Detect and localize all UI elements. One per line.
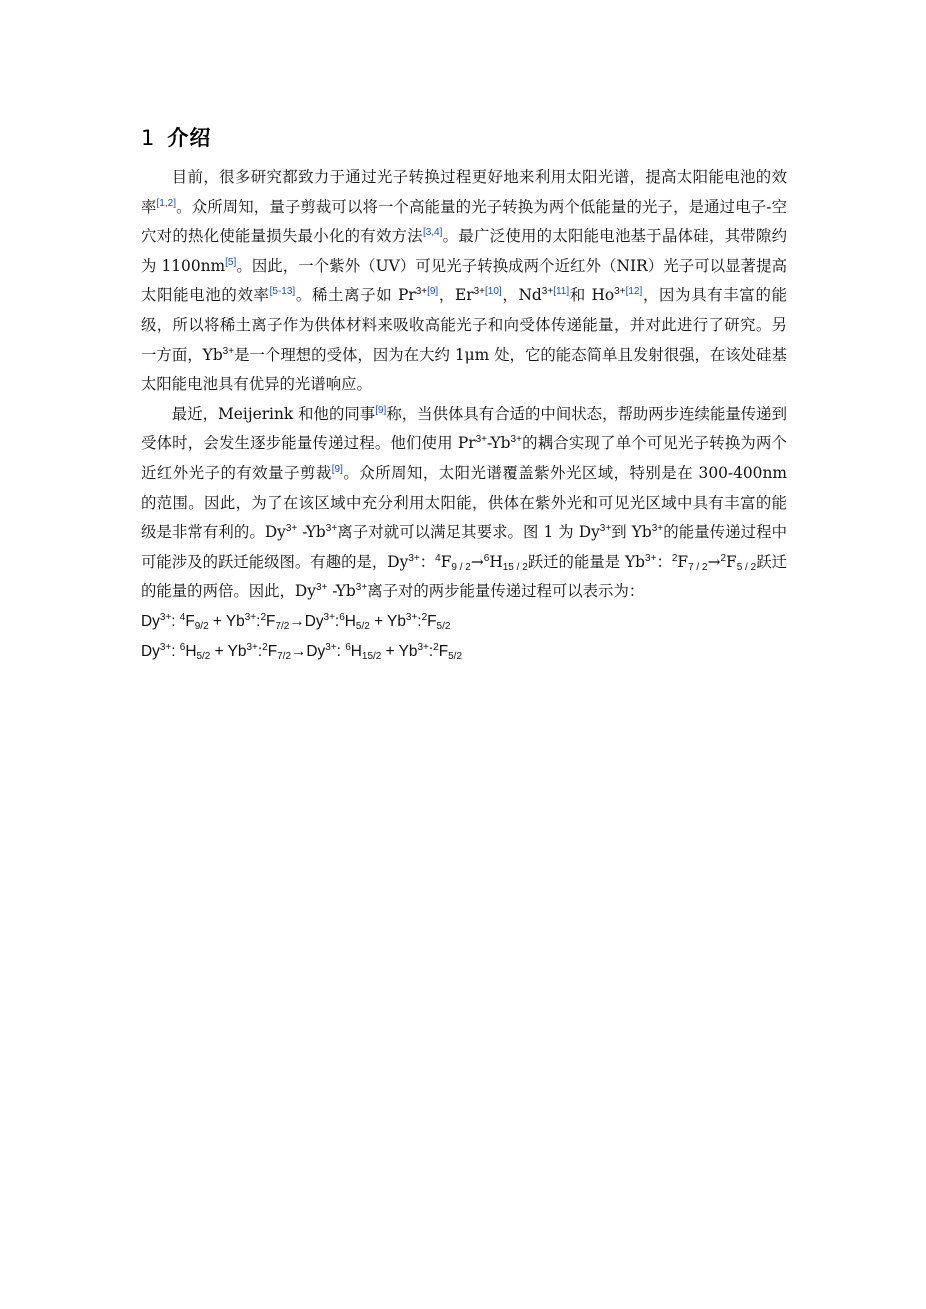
eq-text: : [171, 612, 180, 630]
equation-step-2 [141, 637, 787, 667]
eq-text: + Yb [210, 642, 247, 660]
term-j: 9 / 2 [451, 561, 471, 573]
ion-charge: 3+ [614, 286, 626, 298]
term-j: 15 / 2 [502, 561, 528, 573]
term-multiplicity: 2 [671, 552, 678, 564]
term-multiplicity: 4 [435, 552, 441, 564]
ion-charge: 3+ [315, 582, 328, 594]
term-multiplicity: 4 [179, 611, 186, 623]
paragraph-energy-transfer [141, 400, 787, 607]
term-symbol: F [438, 642, 449, 660]
text-run: 。因此，一个紫外（UV）可见光子转换成两个近红外（NIR）光子可以显著提高太阳能电池的效率 [141, 256, 787, 305]
term-multiplicity: 6 [179, 641, 186, 653]
ion-charge: 3+ [473, 286, 485, 298]
term-j: 5/2 [436, 620, 451, 632]
citation-link[interactable]: [5] [225, 256, 237, 268]
term-symbol: F [267, 642, 278, 660]
citation-link[interactable]: [5-13] [269, 286, 296, 298]
text-run: 跃迁的能量是 Yb [527, 552, 646, 571]
eq-text: Dy [141, 642, 160, 660]
transition-arrow: →Dy [289, 612, 324, 630]
term-symbol: H [489, 552, 503, 571]
citation-link[interactable]: [11] [553, 286, 570, 298]
citation-link[interactable]: [3,4] [422, 227, 443, 239]
term-j: 7/2 [275, 620, 290, 632]
term-j: 5/2 [196, 650, 211, 662]
section-number: 1 [141, 126, 156, 150]
citation-link[interactable]: [9] [375, 404, 387, 416]
term-symbol: H [350, 642, 362, 660]
ion-charge: 3+ [415, 286, 428, 298]
term-symbol: F [266, 612, 276, 630]
citation-link[interactable]: [1,2] [156, 197, 176, 209]
term-j: 5 / 2 [736, 561, 757, 573]
term-multiplicity: 2 [421, 611, 428, 623]
eq-text: : [334, 612, 340, 630]
term-symbol: H [185, 642, 197, 660]
text-run: 到 Yb [611, 523, 652, 542]
term-j: 7 / 2 [688, 561, 708, 573]
ion-charge: 3+ [222, 345, 235, 357]
term-multiplicity: 6 [483, 552, 490, 564]
term-multiplicity: 2 [433, 641, 439, 653]
term-multiplicity: 2 [260, 611, 266, 623]
ion-charge: 3+ [325, 523, 338, 535]
eq-text: + Yb [369, 612, 406, 630]
eq-text: : [417, 612, 422, 630]
term-multiplicity: 2 [262, 641, 268, 653]
ion-charge: 3+ [510, 434, 522, 446]
ion-charge: 3+ [475, 434, 488, 446]
text-run: 。众所周知，太阳光谱覆盖紫外光区域，特别是在 300-400nm 的范围。因此，为了在该区域中充分利用太阳能，供体在紫外光和可见光区域中具有丰富的能级是非常有利的。Dy [141, 463, 787, 542]
text-run: -Yb [487, 434, 511, 453]
section-heading [141, 122, 211, 152]
section-title: 介绍 [167, 126, 212, 150]
text-run: 最近，Meijerink 和他的同事 [171, 404, 376, 423]
citation-link[interactable]: [9] [427, 286, 439, 298]
term-j: 5/2 [448, 650, 463, 662]
term-j: 5/2 [355, 620, 370, 632]
ion-charge: 3+ [285, 523, 298, 535]
text-run: ： [656, 552, 672, 571]
ion-charge: 3+ [246, 641, 258, 653]
term-j: 9/2 [194, 620, 209, 632]
term-multiplicity: 6 [339, 611, 345, 623]
text-run: 离子对的两步能量传递过程可以表示为： [367, 582, 645, 601]
text-run: 的能量传递过程中可能涉及的跃迁能级图。有趣的是，Dy [141, 523, 787, 571]
ion-charge: 3+ [244, 611, 257, 623]
ion-charge: 3+ [355, 582, 368, 594]
term-symbol: F [185, 612, 195, 630]
term-symbol: F [677, 552, 689, 571]
eq-text: : [336, 642, 346, 660]
ion-charge: 3+ [408, 552, 420, 564]
citation-link[interactable]: [10] [485, 286, 502, 298]
eq-text: Dy [141, 612, 160, 630]
eq-text: + Yb [208, 612, 245, 630]
text-run: -Yb [297, 523, 326, 542]
text-run: 和 Ho [569, 286, 615, 305]
text-run: ，Nd [501, 286, 542, 305]
eq-text: : [171, 642, 180, 660]
text-run: 。稀土离子如 Pr [295, 286, 416, 305]
term-symbol: F [440, 552, 452, 571]
transition-arrow: →Dy [291, 642, 326, 660]
text-run: 。众所周知，量子剪裁可以将一个高能量的光子转换为两个低能量的光子，是通过电子-空穴对的热化使能量损失最小化的有效方法 [141, 197, 787, 246]
eq-text: : [257, 642, 263, 660]
text-run: ： [419, 552, 436, 571]
term-multiplicity: 2 [720, 552, 727, 564]
text-run: ，Er [438, 286, 474, 305]
text-run: -Yb [327, 582, 356, 601]
transition-arrow: → [470, 552, 484, 571]
text-run: 。最广泛使用的太阳能电池基于晶体硅，其带隙约为 1100nm [141, 227, 787, 275]
text-run: ，因为具有丰富的能级，所以将稀土离子作为供体材料来吸收高能光子和向受体传递能量，并对此进行了研究。另一方面，Yb [141, 286, 787, 364]
text-run: 离子对就可以满足其要求。图 1 为 Dy [337, 523, 600, 542]
term-j: 7/2 [277, 650, 292, 662]
ion-charge: 3+ [417, 641, 429, 653]
paragraph-intro [141, 163, 787, 400]
eq-text: : [428, 642, 434, 660]
eq-text: : [256, 612, 261, 630]
term-symbol: F [726, 552, 737, 571]
text-run: 跃迁的能量的两倍。因此，Dy [141, 552, 787, 601]
equation-step-1 [141, 607, 787, 637]
term-j: 15/2 [361, 650, 382, 662]
text-run: 的耦合实现了单个可见光子转换为两个近红外光子的有效量子剪裁 [141, 434, 787, 482]
text-run: 称，当供体具有合适的中间状态，帮助两步连续能量传递到受体时，会发生逐步能量传递过程。他们使用 Pr [141, 404, 787, 453]
term-symbol: F [427, 612, 437, 630]
citation-link[interactable]: [12] [625, 286, 643, 298]
transition-arrow: → [707, 552, 721, 571]
ion-charge: 3+ [325, 641, 337, 653]
term-multiplicity: 6 [345, 641, 351, 653]
eq-text: + Yb [381, 642, 418, 660]
text-run: 目前，很多研究都致力于通过光子转换过程更好地来利用太阳光谱，提高太阳能电池的效率 [141, 168, 787, 216]
ion-charge: 3+ [405, 611, 418, 623]
ion-charge: 3+ [541, 286, 554, 298]
text-run: 是一个理想的受体，因为在大约 1μm 处，它的能态简单且发射很强，在该处硅基太阳能电池具有优异的光谱响应。 [141, 345, 787, 394]
term-symbol: H [344, 612, 356, 630]
citation-link[interactable]: [9] [331, 463, 343, 475]
ion-charge: 3+ [323, 611, 335, 623]
ion-charge: 3+ [599, 523, 612, 535]
body-text [141, 163, 787, 666]
ion-charge: 3+ [645, 552, 657, 564]
ion-charge: 3+ [651, 523, 664, 535]
ion-charge: 3+ [159, 611, 172, 623]
ion-charge: 3+ [159, 641, 172, 653]
